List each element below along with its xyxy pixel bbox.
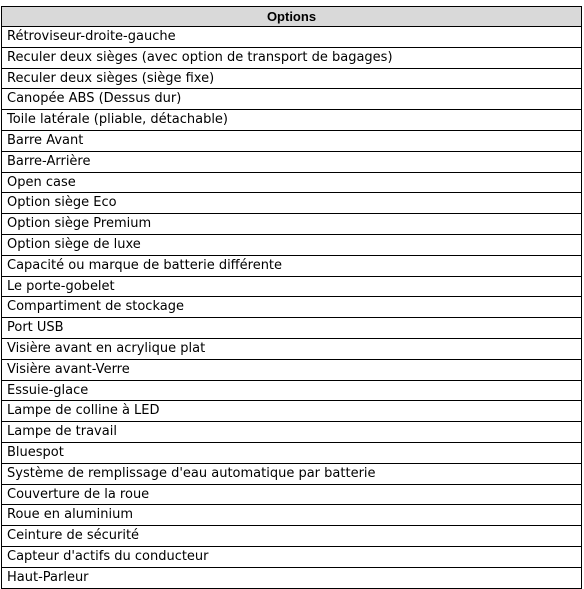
table-row: Port USB: [2, 318, 581, 339]
table-row: Barre-Arrière: [2, 152, 581, 173]
table-row: Système de remplissage d'eau automatique par batterie: [2, 464, 581, 485]
table-row: Reculer deux sièges (siège fixe): [2, 69, 581, 90]
table-row: Capteur d'actifs du conducteur: [2, 547, 581, 568]
options-table: [1, 6, 582, 589]
table-row: Ceinture de sécurité: [2, 526, 581, 547]
table-row: Bluespot: [2, 443, 581, 464]
table-row: Le porte-gobelet: [2, 277, 581, 298]
table-row: Capacité ou marque de batterie différente: [2, 256, 581, 277]
table-row: Haut-Parleur: [2, 568, 581, 589]
table-row: Barre Avant: [2, 131, 581, 152]
table-body: [2, 27, 581, 589]
table-row: Lampe de colline à LED: [2, 401, 581, 422]
table-row: Rétroviseur-droite-gauche: [2, 27, 581, 48]
table-row: Option siège de luxe: [2, 235, 581, 256]
table-row: Open case: [2, 173, 581, 194]
table-row: Reculer deux sièges (avec option de transport de bagages): [2, 48, 581, 69]
table-row: Option siège Eco: [2, 193, 581, 214]
table-row: Toile latérale (pliable, détachable): [2, 110, 581, 131]
table-row: Compartiment de stockage: [2, 297, 581, 318]
table-row: Visière avant-Verre: [2, 360, 581, 381]
table-row: Couverture de la roue: [2, 485, 581, 506]
table-row: Essuie-glace: [2, 381, 581, 402]
table-row: Visière avant en acrylique plat: [2, 339, 581, 360]
table-row: Lampe de travail: [2, 422, 581, 443]
table-row: Canopée ABS (Dessus dur): [2, 89, 581, 110]
table-row: Roue en aluminium: [2, 505, 581, 526]
table-row: Option siège Premium: [2, 214, 581, 235]
table-header: Options: [2, 7, 581, 27]
